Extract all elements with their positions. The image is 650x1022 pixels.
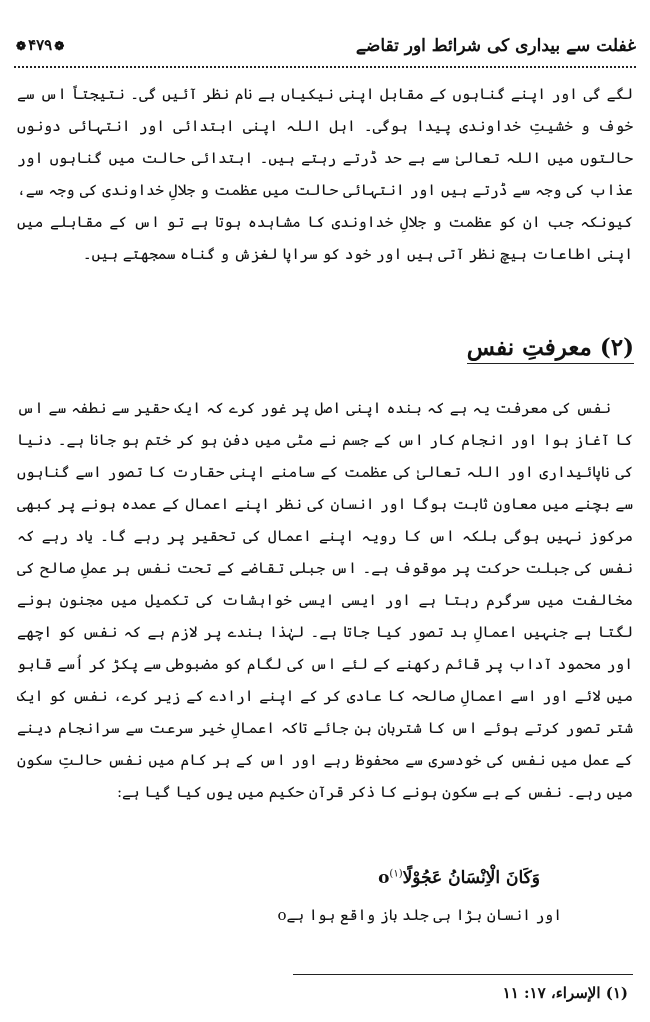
page-header — [14, 28, 636, 62]
quran-verse — [378, 868, 540, 888]
page-number-value: ۴۷۹ — [28, 36, 53, 54]
verse-text: وَكَانَ الْاِنْسَانُ عَجُوْلًاo — [378, 868, 540, 888]
footnote: (۱) الإسراء، ۱۷: ۱۱ — [502, 984, 628, 1002]
verse-translation: اور انسان بڑا ہی جلد باز واقع ہوا ہےo — [277, 906, 562, 924]
header-divider — [14, 66, 636, 68]
running-title: غفلت سے بیداری کی شرائط اور تقاضے — [355, 35, 636, 56]
ornament-icon: ❁ — [16, 39, 27, 53]
ornament-icon: ❁ — [54, 39, 65, 53]
paragraph-fear-of-god: لگے گی اور اپنے گناہوں کے مقابل اپنی نیکیاں بے نام نظر آئیں گی۔ نتیجتاً اس سے خوف و خشیتِ خداوندی پیدا ہوگی۔ اہل اللہ اپنی ابتدائی اور انتہائی دونوں حالتوں میں اللہ تعالیٰ سے بے حد ڈرتے رہتے ہیں۔ ابتدائی حالت میں گناہوں اور عذاب کی وجہ سے ڈرتے ہیں اور انتہائی حالت میں عظمت و جلالِ خداوندی کی وجہ سے، کیونکہ جب ان کو عظمت و جلالِ خداوندی کا مشاہدہ ہوتا ہے تو اس کے مقابلے میں اپنی اطاعات ہیچ نظر آتی ہیں اور خود کو سراپا لغزش و گناہ سمجھتے ہیں۔ — [17, 85, 633, 263]
page-number — [14, 36, 66, 54]
footnote-divider — [293, 974, 633, 975]
footnote-marker: (۱) — [389, 868, 403, 880]
section-heading: (۲) معرفتِ نفس — [467, 334, 634, 364]
paragraph-knowledge-of-self: نفس کی معرفت یہ ہے کہ بندہ اپنی اصل پر غور کرے کہ ایک حقیر سے نطفہ سے اس کا آغاز ہوا اور انجام کار اس کے جسم نے مٹی میں دفن ہو کر ختم ہو جانا ہے۔ دنیا کی ناپائیداری اور اللہ تعالیٰ کی عظمت کے سامنے اپنی حقارت کا تصور اسے گناہوں سے بچنے میں معاون ثابت ہوگا اور انسان کی نظر اپنے اعمال کے عمدہ ہونے پر کبھی مرکوز نہیں ہوگی بلکہ اس کا رویہ اپنے اعمال کی تحقیر پر رہے گا۔ یاد رہے کہ نفس کی جبلت حرکت پر موقوف ہے۔ اس جبلی تقاضے کے تحت نفس ہر عملِ صالح کی مخالفت میں سرگرم رہتا ہے اور ایسی ایسی خواہشات کی تکمیل میں مجنون ہونے لگتا ہے جنہیں اعمالِ بد تصور کیا جاتا ہے۔ لہٰذا بندے پر لازم ہے کہ نفس کو اچھے اور محمود آداب پر قائم رکھنے کے لئے اس کی لگام کو مضبوطی سے پکڑ کر اُسے قابو میں لائے اور اسے اعمالِ صالحہ کا عادی کر کے اپنے ارادے کے زیر کرے، نفس کو ایک شتر تصور کرتے ہوئے اس کا شتربان بن جائے تاکہ اعمالِ خیر سرعت سے سرانجام دینے کے عمل میں نفس کی خودسری سے محفوظ رہے اور اس کے ہر کام میں نفس حالتِ سکون میں رہے۔ نفس کے بے سکون ہونے کا ذکر قرآن حکیم میں یوں کیا گیا ہے: — [17, 399, 633, 801]
